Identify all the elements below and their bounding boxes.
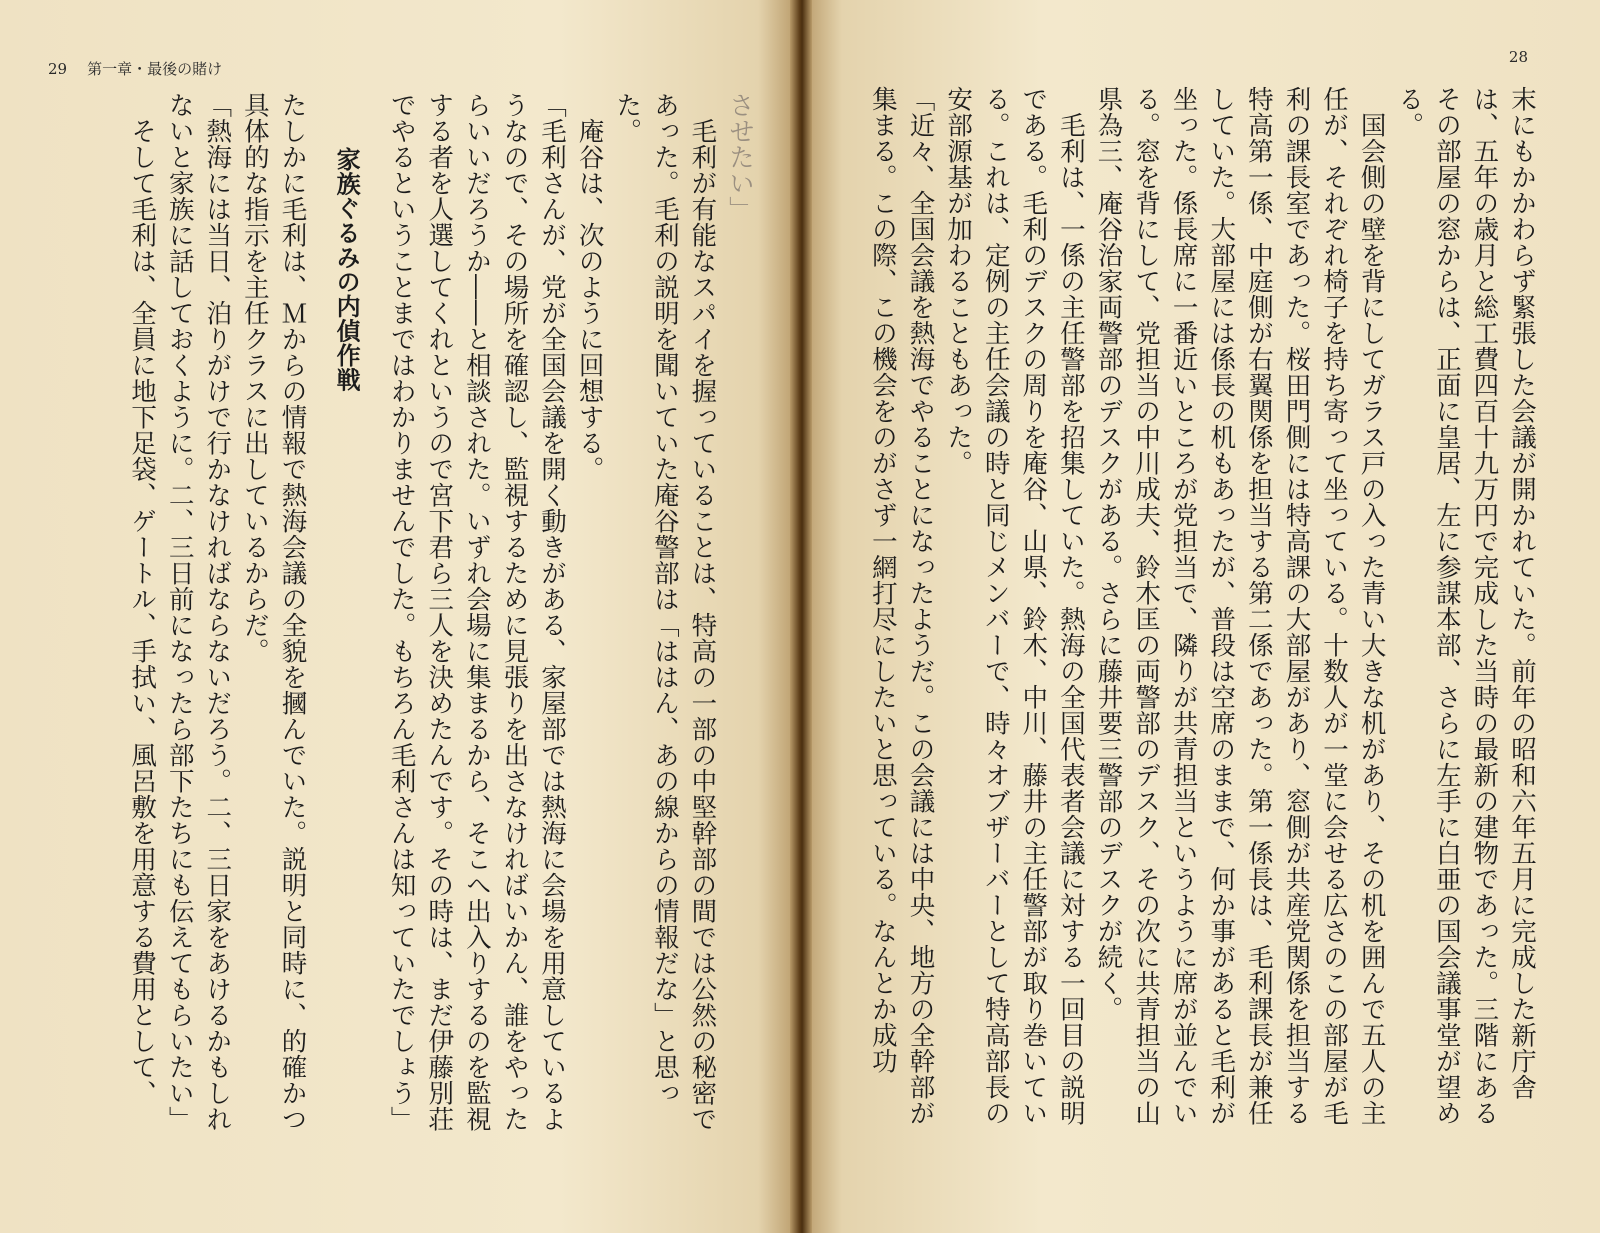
left-running-header [48, 58, 222, 79]
left-page [0, 0, 798, 1233]
right-body-text [820, 86, 1540, 1146]
paragraph: 庵谷は、次のように回想する。 [574, 117, 605, 482]
left-body-text [38, 92, 758, 1157]
section-heading: 家族ぐるみの内偵作戦 [332, 147, 361, 393]
paragraph: 毛利が有能なスパイを握っていることは、特高の一部の中堅幹部の間では公然の秘密であった。毛利の説明を聞いていた庵谷警部は「ははん、あの線からの情報だな」と思った。 [612, 92, 718, 1132]
left-page-number: 29 [48, 60, 68, 78]
paragraph: 「毛利さんが、党が全国会議を開く動きがある、家屋部では熱海に会場を用意しているようなので、その場所を確認し、監視するために見張りを出さなければいかん、誰をやったらいいだろうか――と相談された。いずれ会場に集まるから、そこへ出入りするのを監視する者を人選してくれというので宮下君ら三人を決めたんです。その時は、まだ伊藤別荘でやるということまではわかりませんでした。もちろん毛利さんは知っていたでしょう」 [386, 92, 568, 1132]
right-page-number: 28 [1508, 48, 1528, 66]
paragraph: たしかに毛利は、Ｍからの情報で熱海会議の全貌を摑んでいた。説明と同時に、的確かつ具体的な指示を主任クラスに出しているからだ。 [239, 92, 308, 1132]
paragraph: 末にもかかわらず緊張した会議が開かれていた。前年の昭和六年五月に完成した新庁舎は、五年の歳月と総工費四百十九万円で完成した当時の最新の建物であった。三階にあるその部屋の窓からは、正面に皇居、左に参謀本部、さらに左手に白亜の国会議事堂が望める。 [1394, 86, 1537, 1126]
book-gutter [790, 0, 812, 1233]
paragraph: させたい」 [725, 92, 755, 222]
paragraph: 「近々、全国会議を熱海でやることになったようだ。この会議には中央、地方の全幹部が集まる。この際、この機会をのがさず一網打尽にしたいと思っている。なんとか成功 [867, 86, 936, 1126]
paragraph: 毛利は、一係の主任警部を招集していた。熱海の全国代表者会議に対する一回目の説明である。毛利のデスクの周りを庵谷、山県、鈴木、中川、藤井の主任警部が取り巻いている。これは、定例の主任会議の時と同じメンバーで、時々オブザーバーとして特高部長の安部源基が加わることもあった。 [943, 86, 1086, 1126]
paragraph: 「熱海には当日、泊りがけで行かなければならないだろう。二、三日家をあけるかもしれないと家族に話しておくように。二、三日前になったら部下たちにも伝えてもらいたい」 [164, 92, 233, 1132]
right-page [802, 0, 1600, 1233]
paragraph: 国会側の壁を背にしてガラス戸の入った青い大きな机があり、その机を囲んで五人の主任が、それぞれ椅子を持ち寄って坐っている。十数人が一堂に会せる広さのこの部屋が毛利の課長室であった。桜田門側には特高課の大部屋があり、窓側が共産党関係を担当する特高第一係、中庭側が右翼関係を担当する第二係であった。第一係長は、毛利課長が兼任していた。大部屋には係長の机もあったが、普段は空席のままで、何か事があると毛利が坐った。係長席に一番近いところが党担当で、隣りが共青担当というように席が並んでいる。窓を背にして、党担当の中川成夫、鈴木匡の両警部のデスク、その次に共青担当の山県為三、庵谷治家両警部のデスクがある。さらに藤井要三警部のデスクが続く。 [1093, 86, 1387, 1126]
paragraph: そして毛利は、全員に地下足袋、ゲートル、手拭い、風呂敷を用意する費用として、 [127, 117, 158, 1106]
chapter-title: 第一章・最後の賭け [87, 60, 223, 78]
